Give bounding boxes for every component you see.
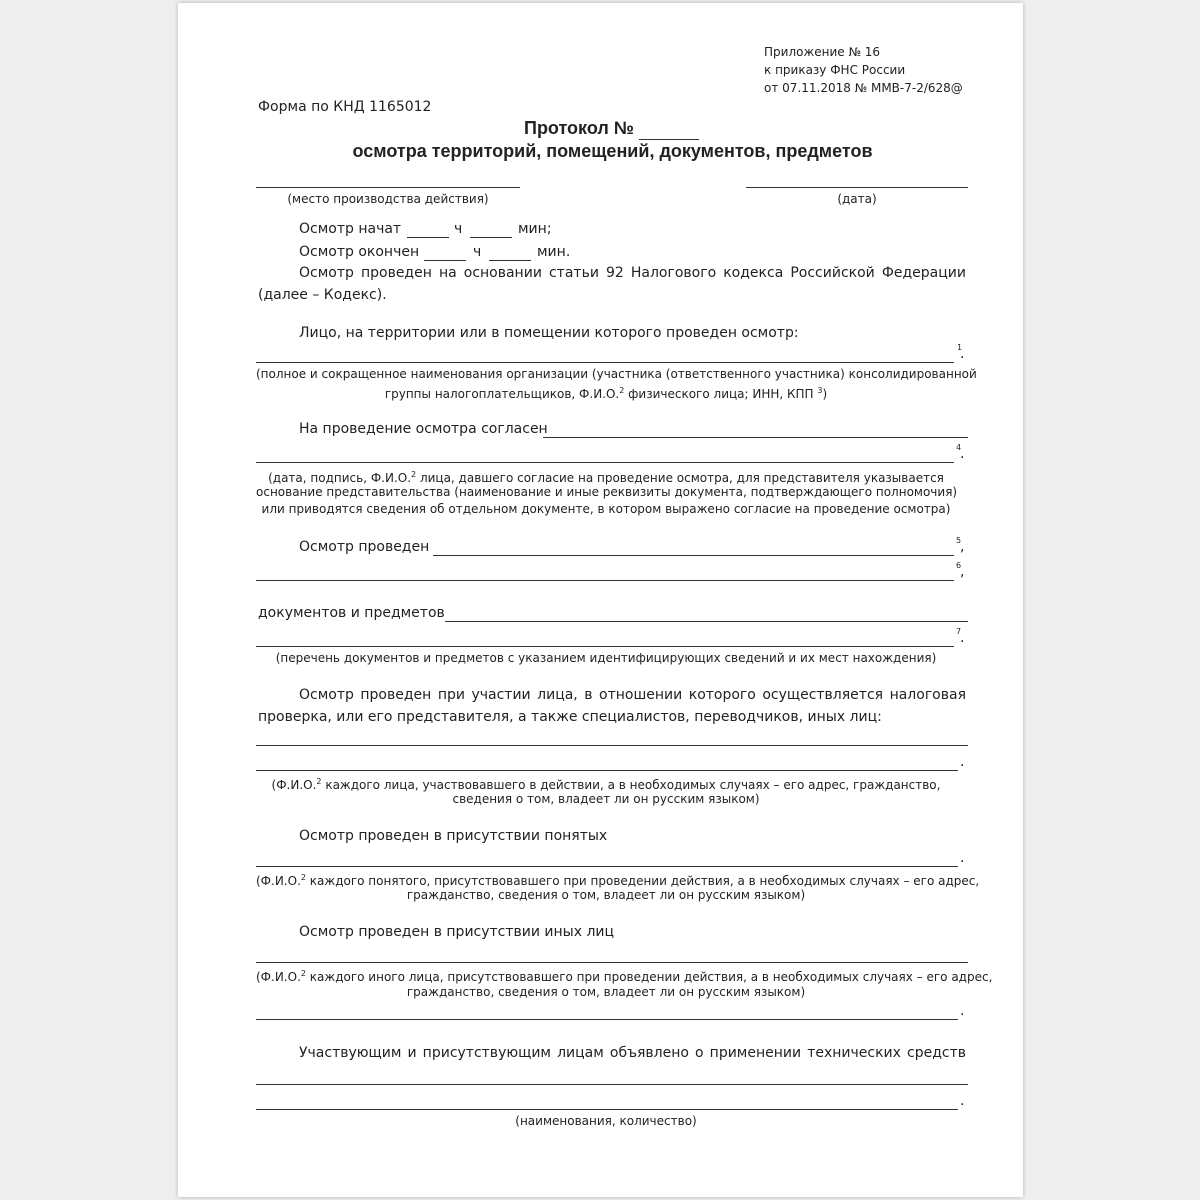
form-page — [178, 3, 1023, 1197]
participation-line-1 — [256, 745, 968, 746]
others-line-2 — [256, 1019, 958, 1020]
period: . — [960, 754, 965, 770]
consent-label: На проведение осмотра согласен — [299, 421, 548, 437]
end-label: Осмотр окончен — [299, 244, 420, 260]
participation-line-2 — [256, 770, 958, 771]
consent-caption-end: или приводятся сведения об отдельном документе, в котором выражено согласие на проведение осмотра) — [261, 502, 951, 516]
date-line — [746, 187, 968, 188]
tech-text: Участвующим и присутствующим лицам объявлено о применении технических средств — [299, 1045, 966, 1061]
org-caption-cont: группы налогоплательщиков, Ф.И.О.$^2$ физического лица; ИНН, КПП $^3$) — [384, 386, 828, 401]
witnesses-label: Осмотр проведен в присутствии понятых — [299, 828, 608, 844]
end-minutes-unit: мин. — [537, 244, 571, 260]
tech-line-2 — [256, 1109, 958, 1110]
docs-label: документов и предметов — [258, 605, 445, 621]
page-subtitle: осмотра территорий, помещений, документов, предметов — [352, 141, 873, 161]
end-minutes-field — [489, 260, 531, 261]
participant-caption: (Ф.И.О.$^2$ каждого лица, участвовавшего в действии, а в необходимых случаях – его адрес, гражданство, — [271, 777, 941, 792]
place-line — [256, 187, 520, 188]
end-hours-field — [424, 260, 466, 261]
start-minutes-unit: мин; — [518, 221, 552, 237]
witness-caption-cont: гражданство, сведения о том, владеет ли он русским языком) — [406, 888, 806, 902]
page-title: Протокол № — [524, 117, 699, 140]
period: . — [960, 630, 965, 646]
footnote-1: 1 — [957, 343, 963, 352]
basis-text: Осмотр проведен на основании статьи 92 Налогового кодекса Российской Федерации — [299, 265, 966, 281]
tech-line-1 — [256, 1084, 968, 1085]
consent-line-1 — [543, 437, 968, 438]
conducted-line-1 — [433, 555, 954, 556]
tech-caption: (наименования, количество) — [515, 1114, 697, 1128]
appendix-number: Приложение № 16 — [764, 45, 881, 59]
start-minutes-field — [470, 237, 512, 238]
period: . — [960, 446, 965, 462]
protocol-number-field — [639, 117, 699, 140]
footnote-7: 7 — [956, 627, 962, 636]
footnote-5: 5 — [956, 536, 962, 545]
person-line — [256, 362, 954, 363]
other-caption-cont: гражданство, сведения о том, владеет ли он русским языком) — [406, 985, 806, 999]
start-label: Осмотр начат — [299, 221, 402, 237]
footnote-4: 4 — [956, 443, 962, 452]
period: . — [960, 1003, 965, 1019]
order-reference: к приказу ФНС России — [764, 63, 906, 77]
consent-caption-cont: основание представительства (наименование и иные реквизиты документа, подтверждающего полномочия) — [256, 485, 958, 499]
org-caption: (полное и сокращенное наименования организации (участника (ответственного участника) консолидированной — [256, 367, 977, 381]
person-label: Лицо, на территории или в помещении которого проведен осмотр: — [299, 325, 799, 341]
witness-caption: (Ф.И.О.$^2$ каждого понятого, присутствовавшего при проведении действия, а в необходимых случаях – его адрес, — [256, 873, 980, 888]
start-hours-field — [407, 237, 449, 238]
date-caption: (дата) — [837, 192, 877, 206]
order-date: от 07.11.2018 № ММВ-7-2/628@ — [764, 81, 963, 95]
period: . — [960, 346, 965, 362]
comma: , — [960, 539, 965, 555]
basis-text-cont: (далее – Кодекс). — [258, 287, 387, 303]
docs-line-2 — [256, 646, 954, 647]
consent-caption: (дата, подпись, Ф.И.О.$^2$ лица, давшего согласие на проведение осмотра, для представителя указывается — [268, 470, 944, 485]
conducted-line-2 — [256, 580, 954, 581]
docs-line-1 — [445, 621, 968, 622]
participation-text: Осмотр проведен при участии лица, в отношении которого осуществляется налоговая — [299, 687, 966, 703]
end-hours-unit: ч — [473, 244, 482, 260]
conducted-label: Осмотр проведен — [299, 539, 430, 555]
others-line-1 — [256, 962, 968, 963]
other-caption: (Ф.И.О.$^2$ каждого иного лица, присутствовавшего при проведении действия, а в необходимых случаях – его адрес, — [256, 969, 993, 984]
footnote-6: 6 — [956, 561, 962, 570]
consent-line-2 — [256, 462, 954, 463]
docs-caption: (перечень документов и предметов с указанием идентифицирующих сведений и их мест нахождения) — [275, 651, 937, 665]
form-code: Форма по КНД 1165012 — [258, 99, 432, 115]
others-label: Осмотр проведен в присутствии иных лиц — [299, 924, 615, 940]
participant-caption-cont: сведения о том, владеет ли он русским языком) — [452, 792, 760, 806]
comma: , — [960, 564, 965, 580]
participation-text-cont: проверка, или его представителя, а также специалистов, переводчиков, иных лиц: — [258, 709, 882, 725]
start-hours-unit: ч — [454, 221, 463, 237]
place-caption: (место производства действия) — [287, 192, 489, 206]
witnesses-line — [256, 866, 958, 867]
period: . — [960, 850, 965, 866]
period: . — [960, 1093, 965, 1109]
